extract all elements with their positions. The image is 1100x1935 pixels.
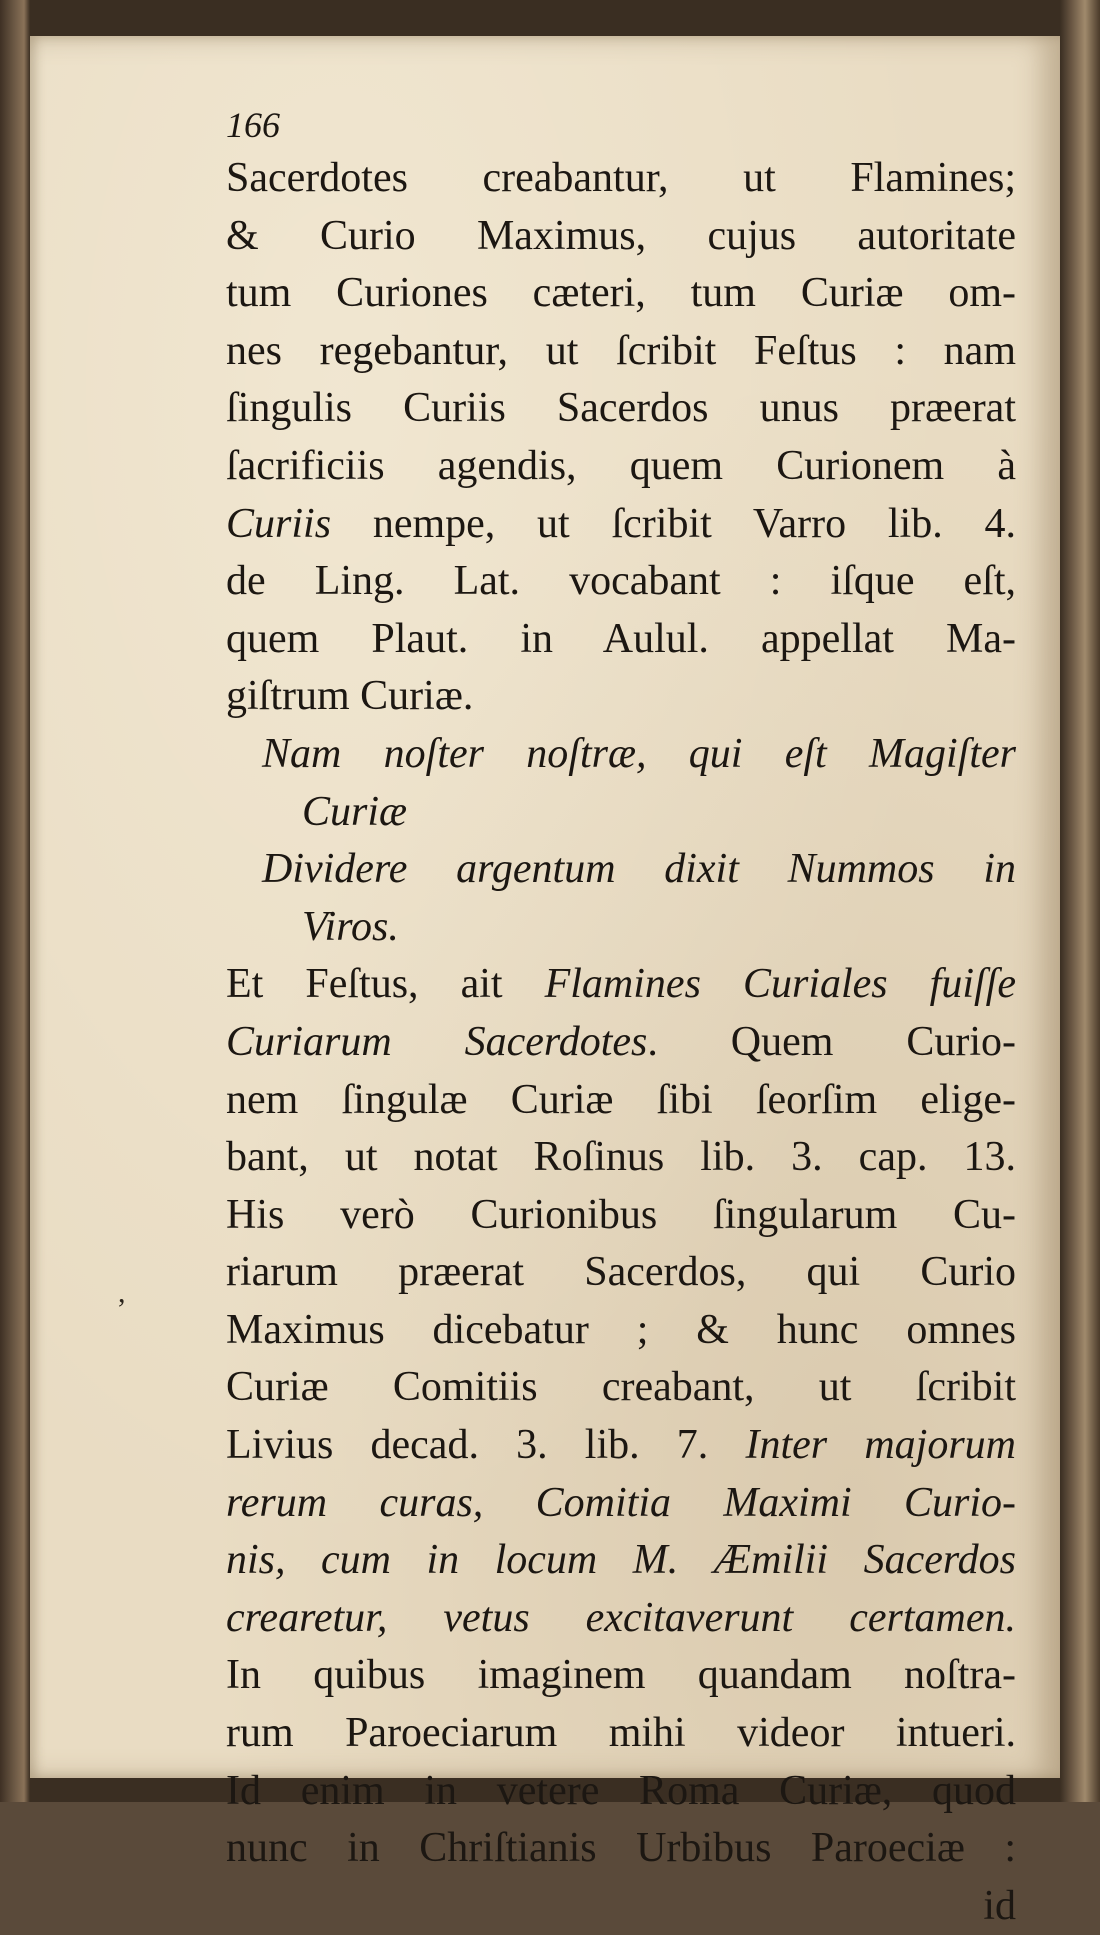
text-segment: riarum præerat Sacerdos, qui Curio [226,1249,1016,1296]
text-segment: ſingulis Curiis Sacerdos unus præerat [226,385,1016,432]
text-segment: In quibus imaginem quandam noſtra- [226,1652,1016,1699]
text-line [226,1359,1016,1417]
text-segment: quem Plaut. in Aulul. appellat Ma- [226,615,1016,662]
text-segment: nunc in Chriſtianis Urbibus Paroeciæ : [226,1825,1016,1872]
text-segment: Curiis [226,500,332,547]
text-segment: id [983,1882,1016,1929]
text-line [226,1417,1016,1475]
text-line [226,380,1016,438]
text-segment: Curiæ Comitiis creabant, ut ſcribit [226,1364,1016,1411]
text-segment: Nam noſter noſtræ, qui eſt Magiſter [262,730,1016,777]
text-segment: Flamines Curiales fuiſſe [544,961,1016,1008]
text-segment: bant, ut notat Roſinus lib. 3. cap. 13. [226,1134,1016,1181]
text-segment: . Quem Curio- [647,1018,1016,1065]
text-line [226,1532,1016,1590]
text-line [226,1647,1016,1705]
text-segment: Dividere argentum dixit Nummos in [262,846,1016,893]
text-segment: nem ſingulæ Curiæ ſibi ſeorſim elige- [226,1076,1016,1123]
text-segment: Curiarum Sacerdotes [226,1018,648,1065]
text-segment: rum Paroeciarum mihi videor intueri. [226,1710,1016,1757]
text-segment: nes regebantur, ut ſcribit Feſtus : nam [226,327,1016,374]
text-segment: crearetur, vetus excitaverunt certamen. [226,1594,1016,1641]
text-line [226,1302,1016,1360]
text-line [226,1878,1016,1935]
text-segment: rerum curas, Comitia Maximi Curio- [226,1479,1016,1526]
text-line [226,611,1016,669]
text-line [226,1590,1016,1648]
text-line [226,841,1016,899]
text-segment: de Ling. Lat. vocabant : iſque eſt, [226,558,1016,605]
text-line [226,668,1016,726]
text-segment: Viros. [302,903,399,950]
text-line [226,784,1016,842]
text-segment: Curiæ [302,788,408,835]
text-lines [226,150,1016,1935]
margin-mark: , [118,1276,126,1309]
text-segment: Et Feſtus, ait [226,961,545,1008]
text-line [226,150,1016,208]
text-line [226,956,1016,1014]
text-segment: nempe, ut ſcribit Varro lib. 4. [331,500,1016,547]
text-line [226,1475,1016,1533]
text-line [226,1244,1016,1302]
text-line [226,1129,1016,1187]
text-segment: Id enim in vetere Roma Curiæ, quod [226,1767,1016,1814]
text-line [226,323,1016,381]
text-segment: Livius decad. 3. lib. 7. [226,1422,746,1469]
text-segment: tum Curiones cæteri, tum Curiæ om- [226,270,1016,317]
text-segment: ſacrificiis agendis, quem Curionem à [226,442,1016,489]
page-number: 166 [226,105,280,145]
text-line [226,438,1016,496]
page-text [226,100,1016,1935]
text-segment: Maximus dicebatur ; & hunc omnes [226,1306,1016,1353]
text-segment: His verò Curionibus ſingularum Cu- [226,1191,1016,1238]
text-segment: Sacerdotes creabantur, ut Flamines; [226,155,1016,201]
text-segment: & Curio Maximus, cujus autoritate [226,212,1016,259]
text-line [226,1763,1016,1821]
text-line [226,1820,1016,1878]
text-line [226,1014,1016,1072]
text-line [226,1187,1016,1245]
text-segment: giſtrum Curiæ. [226,673,474,720]
text-line [226,208,1016,266]
text-line [226,1072,1016,1130]
text-line [226,496,1016,554]
text-line [226,265,1016,323]
text-line [226,1705,1016,1763]
text-line [226,553,1016,611]
text-line [226,899,1016,957]
text-line [226,726,1016,784]
text-segment: nis, cum in locum M. Æmilii Sacerdos [226,1537,1016,1584]
text-segment: Inter majorum [745,1422,1016,1469]
